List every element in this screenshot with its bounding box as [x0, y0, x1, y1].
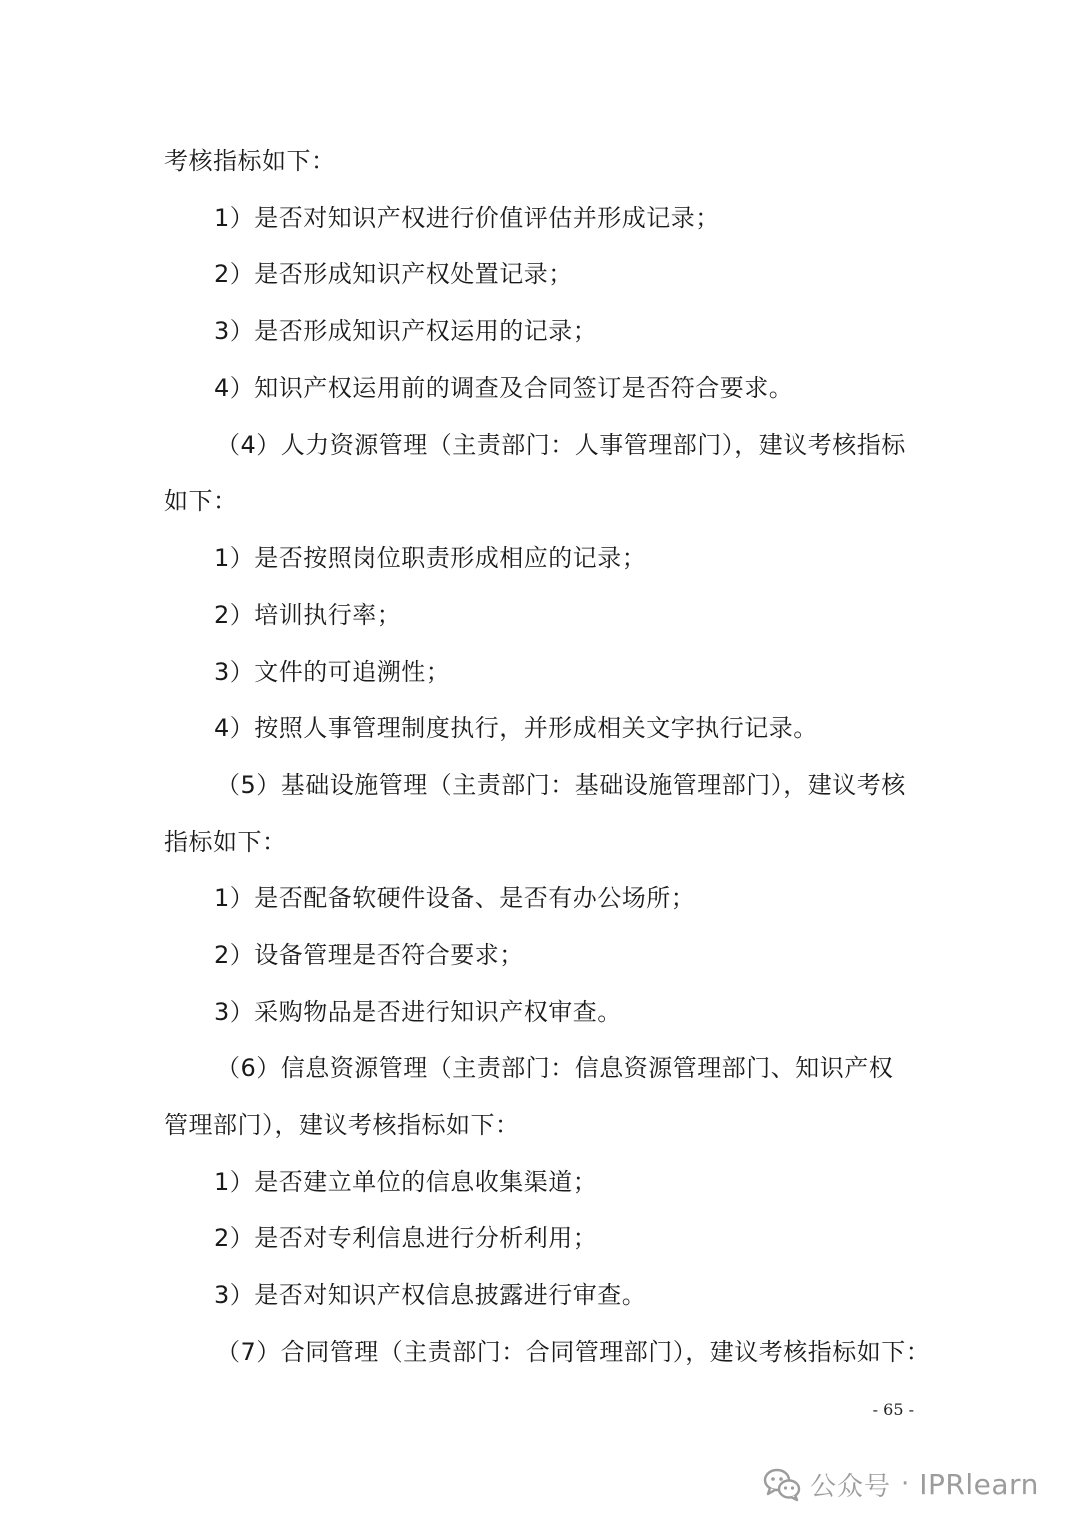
- section-heading-6-cont: 管理部门），建议考核指标如下：: [164, 1111, 520, 1139]
- list-item: 2）是否形成知识产权处置记录；: [214, 260, 573, 288]
- list-item: 3）是否形成知识产权运用的记录；: [214, 317, 598, 345]
- list-item: 1）是否按照岗位职责形成相应的记录；: [214, 544, 647, 572]
- section-heading-6: （6）信息资源管理（主责部门：信息资源管理部门、知识产权: [216, 1054, 894, 1082]
- section-heading-4: （4）人力资源管理（主责部门：人事管理部门），建议考核指标: [216, 431, 906, 459]
- list-item: 4）知识产权运用前的调查及合同签订是否符合要求。: [214, 374, 794, 402]
- watermark-account: IPRlearn: [919, 1467, 1039, 1501]
- list-item: 3）文件的可追溯性；: [214, 658, 451, 686]
- page-number: - 65 -: [872, 1400, 914, 1419]
- list-item: 3）采购物品是否进行知识产权审查。: [214, 998, 622, 1026]
- list-item: 1）是否配备软硬件设备、是否有办公场所；: [214, 884, 696, 912]
- list-item: 1）是否对知识产权进行价值评估并形成记录；: [214, 204, 720, 232]
- section-heading-4-cont: 如下：: [164, 487, 238, 515]
- section-heading-7: （7）合同管理（主责部门：合同管理部门），建议考核指标如下：: [216, 1338, 931, 1366]
- list-item: 3）是否对知识产权信息披露进行审查。: [214, 1281, 647, 1309]
- watermark-label: 公众号: [810, 1471, 892, 1502]
- list-item: 2）培训执行率；: [214, 601, 402, 629]
- intro-line: 考核指标如下：: [164, 147, 336, 175]
- section-heading-5: （5）基础设施管理（主责部门：基础设施管理部门），建议考核: [216, 771, 906, 799]
- list-item: 4）按照人事管理制度执行，并形成相关文字执行记录。: [214, 714, 818, 742]
- wechat-icon: [762, 1464, 802, 1504]
- watermark: [762, 1464, 1039, 1504]
- list-item: 2）设备管理是否符合要求；: [214, 941, 524, 969]
- list-item: 2）是否对专利信息进行分析利用；: [214, 1224, 598, 1252]
- section-heading-5-cont: 指标如下：: [164, 828, 287, 856]
- list-item: 1）是否建立单位的信息收集渠道；: [214, 1168, 598, 1196]
- watermark-separator: ·: [901, 1469, 910, 1499]
